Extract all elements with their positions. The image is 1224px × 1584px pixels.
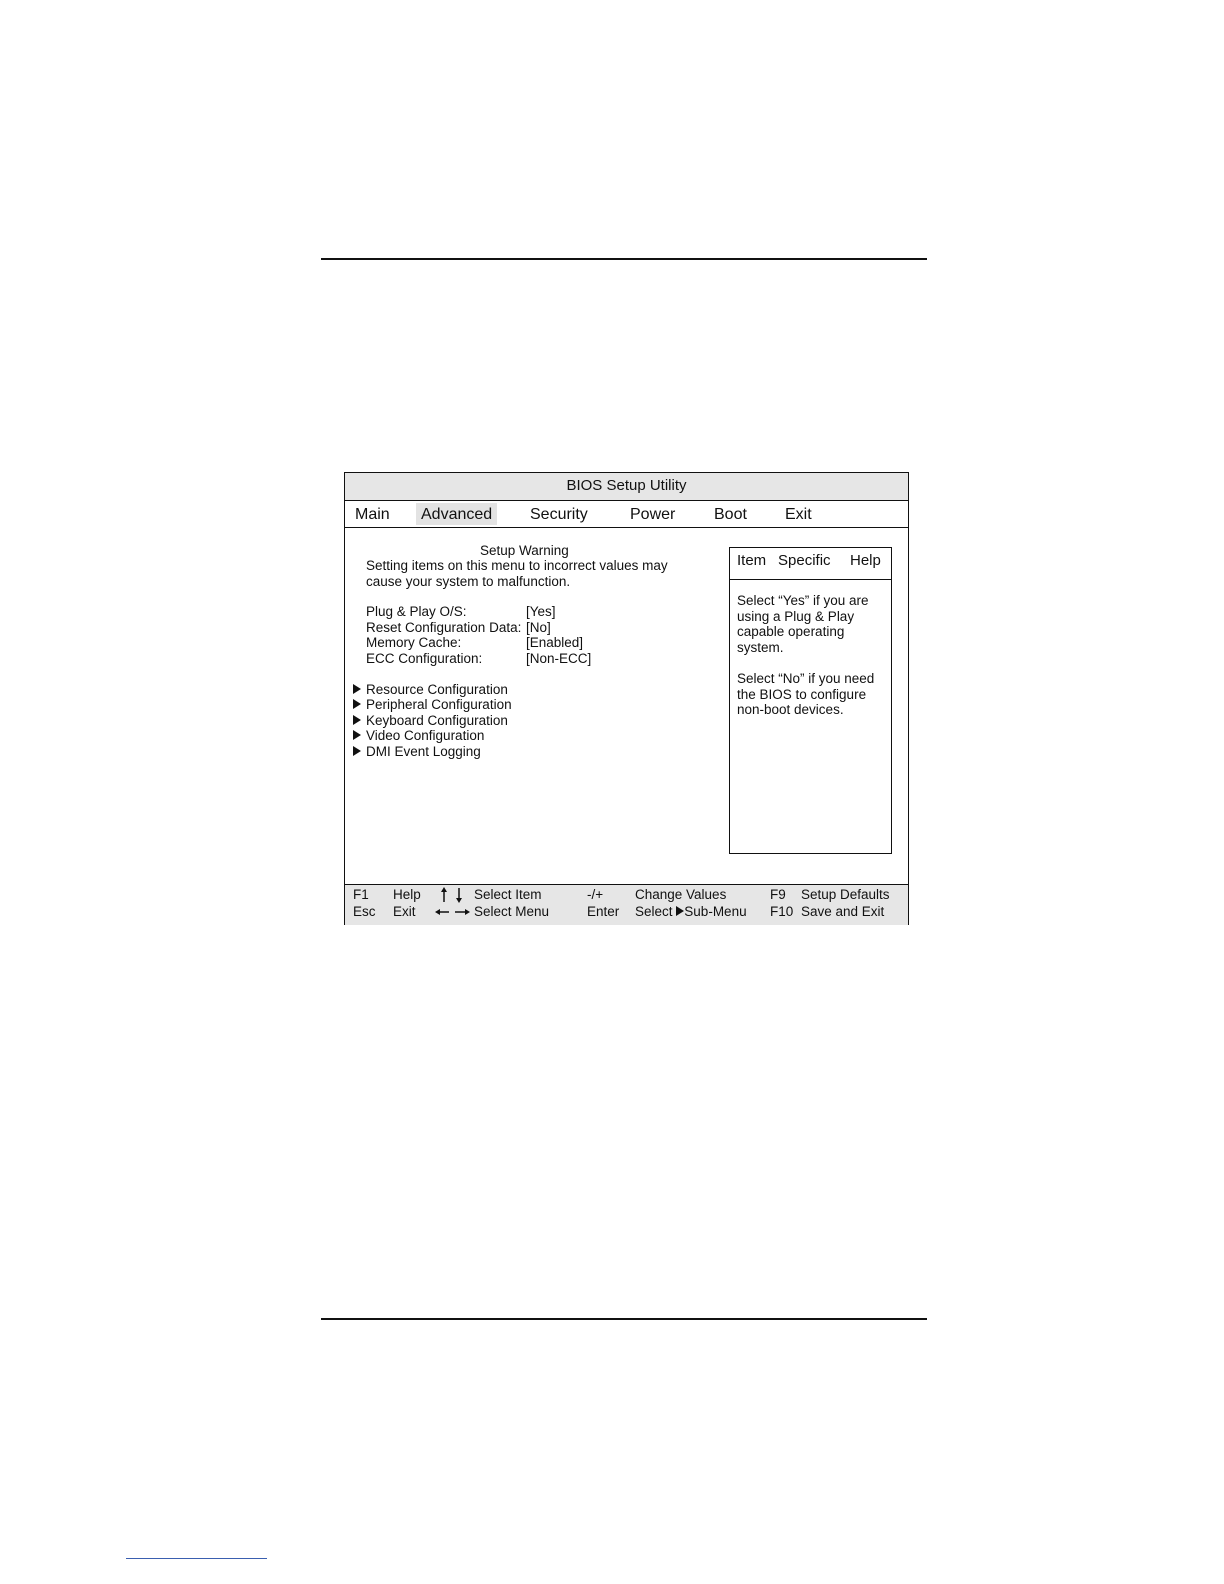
help-line: using a Plug & Play (737, 608, 855, 624)
key-enter: Enter (587, 904, 620, 919)
setup-warning-line: Setting items on this menu to incorrect values may (366, 558, 668, 573)
setting-value[interactable]: [No] (526, 620, 551, 635)
setting-label: Memory Cache: (366, 635, 462, 650)
key-enter-submenu: Sub-Menu (684, 904, 747, 919)
advanced-menu-content (345, 528, 908, 884)
setup-warning-title: Setup Warning (480, 543, 569, 558)
help-line: the BIOS to configure (737, 686, 867, 702)
bios-menu-bar (345, 501, 908, 528)
key-enter-select: Select (635, 904, 673, 919)
item-specific-help-panel (729, 547, 892, 854)
help-text-no (737, 671, 887, 718)
help-title-word: Specific (778, 552, 831, 569)
submenu-arrow-icon (353, 684, 361, 694)
submenu-label: Video Configuration (366, 728, 485, 743)
key-leftright-label: Select Menu (474, 904, 550, 919)
setting-value[interactable]: [Enabled] (526, 635, 584, 650)
left-right-arrows-icon (435, 906, 471, 918)
menu-tab-advanced[interactable]: Advanced (416, 503, 497, 525)
key-updown-label: Select Item (474, 887, 542, 902)
key-f10-label: Save and Exit (801, 904, 885, 919)
setting-value[interactable]: [Non-ECC] (526, 651, 592, 666)
help-line: system. (737, 639, 784, 655)
key-f9: F9 (770, 887, 786, 902)
key-f1-label: Help (393, 887, 421, 902)
menu-tab-power[interactable]: Power (630, 506, 676, 523)
key-f9-label: Setup Defaults (801, 887, 890, 902)
submenu-label: DMI Event Logging (366, 744, 481, 759)
setup-warning-text (366, 558, 696, 589)
help-title-word: Help (850, 552, 881, 569)
setting-label: Plug & Play O/S: (366, 604, 467, 619)
submenu-label: Peripheral Configuration (366, 697, 512, 712)
help-line: Select “No” if you need (737, 671, 875, 686)
submenu-arrow-icon (353, 746, 361, 756)
help-title-word: Item (737, 552, 767, 569)
bios-title-bar: BIOS Setup Utility (345, 473, 908, 501)
key-minus-plus: -/+ (587, 887, 604, 902)
key-minus-plus-label: Change Values (635, 887, 727, 902)
submenu-arrow-icon (353, 715, 361, 725)
submenu-peripheral-configuration[interactable] (353, 697, 512, 713)
setting-label: Reset Configuration Data: (366, 620, 522, 635)
key-f1: F1 (353, 887, 369, 902)
help-panel-title (730, 548, 891, 580)
submenu-dmi-event-logging[interactable] (353, 744, 481, 760)
up-down-arrows-icon (437, 887, 467, 903)
setup-warning-line: cause your system to malfunction. (366, 573, 571, 589)
submenu-video-configuration[interactable] (353, 728, 484, 744)
menu-tab-security[interactable]: Security (530, 506, 588, 523)
bios-setup-window (344, 472, 909, 925)
key-legend-footer (345, 884, 908, 925)
key-enter-label (635, 904, 747, 920)
help-line: capable operating (737, 624, 845, 639)
setting-label: ECC Configuration: (366, 651, 483, 666)
key-esc-label: Exit (393, 904, 416, 919)
menu-tab-main[interactable]: Main (355, 506, 390, 523)
submenu-arrow-icon (353, 699, 361, 709)
submenu-label: Keyboard Configuration (366, 713, 508, 728)
help-line: Select “Yes” if you are (737, 593, 869, 608)
submenu-label: Resource Configuration (366, 682, 508, 697)
help-line: non-boot devices. (737, 702, 844, 717)
menu-tab-boot[interactable]: Boot (714, 506, 747, 523)
submenu-keyboard-configuration[interactable] (353, 713, 508, 729)
setting-value[interactable]: [Yes] (526, 604, 556, 619)
submenu-arrow-icon (353, 730, 361, 740)
key-f10: F10 (770, 904, 794, 919)
footnote-separator (126, 1558, 267, 1559)
submenu-resource-configuration[interactable] (353, 682, 508, 698)
key-esc: Esc (353, 904, 376, 919)
top-page-rule (321, 258, 927, 260)
help-text-yes (737, 593, 887, 655)
bottom-page-rule (321, 1318, 927, 1320)
menu-tab-exit[interactable]: Exit (785, 506, 812, 523)
